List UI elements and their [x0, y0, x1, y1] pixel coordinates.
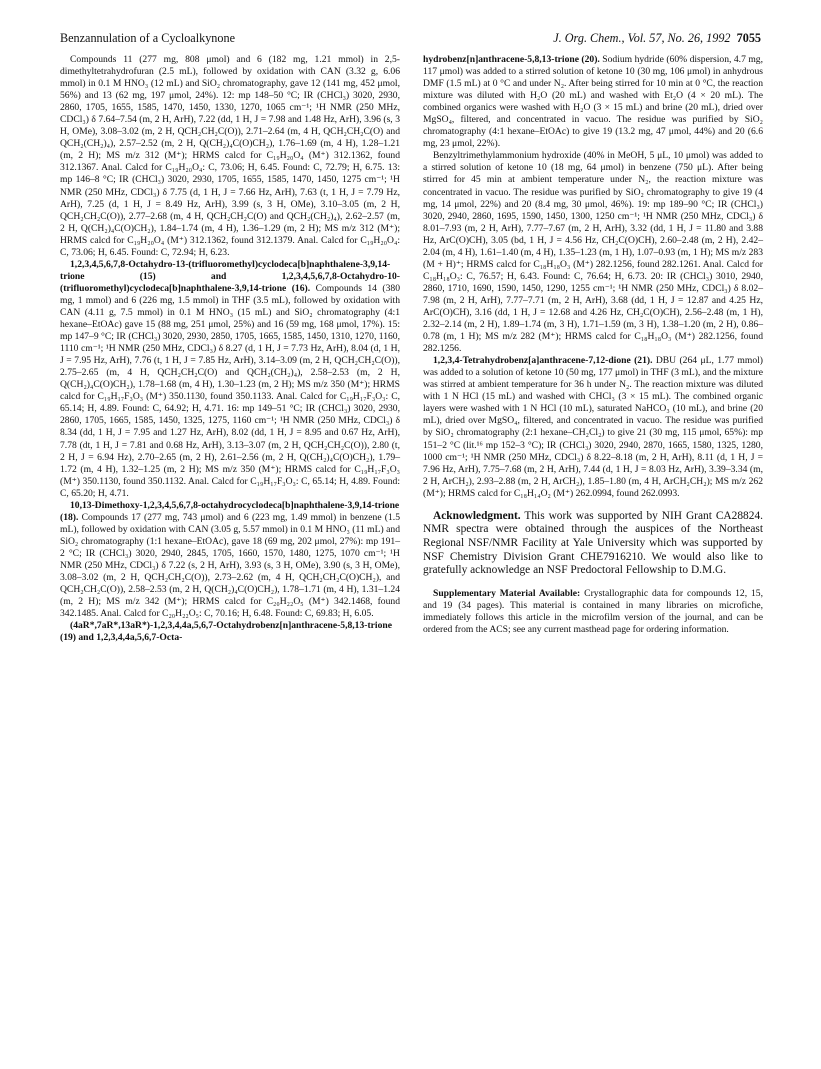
paragraph: [423, 54, 763, 150]
section-heading: 1,2,3,4-Tetrahydrobenz[a]anthracene-7,12-dione (21).: [433, 355, 653, 367]
paragraph-text: Compounds 14 (380 mg, 1 mmol) and 6 (226 mg, 1.5 mmol) in THF (3.5 mL), followed by oxidation with CAN (4.11 g, 7.5 mmol) in 0.1 M HNO₃ (15 mL) and SiO₂ chromatography (4:1 hexane–EtOAc) gave 15 (88 mg, 251 μmol, 25%) and 16 (59 mg, 168 μmol, 17%). 15: mp 147–9 °C; IR (CHCl₃) 3020, 2930, 2850, 1705, 1665, 1585, 1450, 1310, 1270, 1160, 1110 cm⁻¹; ¹H NMR (250 MHz, CDCl₃) δ 8.27 (d, 1 H, J = 7.73 Hz, ArH), 8.04 (d, 1 H, J = 7.95 Hz, ArH), 7.76 (t, 1 H, J = 7.85 Hz, ArH), 3.14–3.09 (m, 2 H, QCH₂CH₂C(O)), 2.75–2.65 (m, 4 H, QCH₂CH₂C(O) and QCH₂(CH₂)₄), 2.58–2.53 (m, 2 H, Q(CH₂)₄C(O)CH₂), 1.78–1.68 (m, 4 H), 1.30–1.23 (m, 2 H); MS m/z 350 (M⁺); HRMS calcd for C₁₉H₁₇F₃O₃ (M⁺) 350.1130, found 350.1133. Anal. Calcd for C₁₉H₁₇F₃O₃: C, 65.14; H, 4.89. Found: C, 64.92; H, 4.71. 16: mp 149–51 °C; IR (CHCl₃) 3020, 2930, 2860, 1705, 1665, 1585, 1450, 1325, 1275, 1160 cm⁻¹; ¹H NMR (250 MHz, CDCl₃) δ 8.34 (dd, 1 H, J = 7.95 and 1.27 Hz, ArH), 8.02 (dd, 1 H, J = 8.95 and 0.67 Hz, ArH), 7.78 (dt, 1 H, J = 7.81 and 0.68 Hz, ArH), 3.13–3.07 (m, 2 H, QCH₂CH₂C(O)), 2.80 (t, 2 H, J = 6.94 Hz), 2.70–2.65 (m, 2 H), 2.61–2.56 (m, 2 H, Q(CH₂)₄C(O)CH₂), 1.79–1.72 (m, 4 H), 1.32–1.25 (m, 2 H); MS m/z 350 (M⁺); HRMS calcd for C₁₉H₁₇F₃O₃ (M⁺) 350.1130, found 350.1132. Anal. Calcd for C₁₉H₁₇F₃O₃: C, 65.14; H, 4.89. Found: C, 65.20; H, 4.71.: [60, 282, 400, 499]
left-column: [60, 54, 400, 644]
section-heading: 1,2,3,4,5,6,7,8-Octahydro-13-(trifluoromethyl)cyclodeca[b]naphthalene-3,9,14-trione (15) and 1,2,3,4,5,6,7,8-Octahydro-10-(trifluoromethyl)cyclodeca[b]naphthalene-3,9,14-trione (16).: [60, 258, 400, 294]
paragraph: [423, 150, 763, 355]
journal-name: J. Org. Chem., Vol. 57, No. 26, 1992: [553, 31, 731, 45]
section-heading: hydrobenz[n]anthracene-5,8,13-trione (20).: [423, 54, 600, 65]
paragraph: [60, 54, 400, 259]
page-header: [60, 31, 761, 49]
paragraph-text: Compounds 11 (277 mg, 808 μmol) and 6 (182 mg, 1.21 mmol) in 2,5-dimethyltetrahydrofuran (2.5 mL), followed by oxidation with CAN (3.32 g, 6.06 mmol) in 0.1 M HNO₃ (12 mL) and SiO₂ chromatography, gave 12 (141 mg, 452 μmol, 56%) and 13 (62 mg, 197 μmol, 24%). 12: mp 148–50 °C; IR (CHCl₃) 3020, 2930, 2860, 1705, 1655, 1585, 1470, 1450, 1330, 1270, 1065 cm⁻¹; ¹H NMR (250 MHz, CDCl₃) δ 7.64–7.54 (m, 2 H, ArH), 7.22 (dd, 1 H, J = 7.98 and 1.48 Hz, ArH), 3.96 (s, 3 H, OMe), 3.08–3.02 (m, 2 H, QCH₂CH₂C(O)), 2.71–2.64 (m, 4 H, QCH₂CH₂C(O) and QCH₂(CH₂)₄), 2.57–2.52 (m, 2 H, Q(CH₂)₄C(O)CH₂), 1.76–1.69 (m, 4 H), 1.28–1.21 (m, 2 H); MS m/z 312 (M⁺); HRMS calcd for C₁₉H₂₀O₄ (M⁺) 312.1362, found 312.1367. Anal. Calcd for C₁₉H₂₀O₄: C, 73.06; H, 6.45. Found: C, 72.79; H, 6.75. 13: mp 146–8 °C; IR (CHCl₃) 3020, 2930, 1705, 1655, 1585, 1470, 1450, 1275 cm⁻¹; ¹H NMR (250 MHz, CDCl₃) δ 7.75 (d, 1 H, J = 7.66 Hz, ArH), 7.63 (t, 1 H, J = 7.79 Hz, ArH), 7.25 (d, 1 H, J = 8.49 Hz, ArH), 3.99 (s, 3 H, OMe), 3.10–3.05 (m, 2 H, QCH₂CH₂C(O)), 2.77–2.68 (m, 4 H, QCH₂CH₂C(O) and QCH₂(CH₂)₄), 2.62–2.57 (m, 2 H, Q(CH₂)₄C(O)CH₂), 1.84–1.74 (m, 4 H), 1.36–1.29 (m, 2 H); MS m/z 312 (M⁺); HRMS calcd for C₁₉H₂₀O₄ (M⁺) 312.1362, found 312.1379. Anal. Calcd for C₁₉H₂₀O₄: C, 73.06; H, 6.45. Found: C, 72.94; H, 6.23.: [60, 54, 400, 258]
paragraph: [60, 620, 400, 644]
section-heading: Acknowledgment.: [433, 509, 521, 522]
paragraph-text: Compounds 17 (277 mg, 743 μmol) and 6 (223 mg, 1.49 mmol) in benzene (1.5 mL), followed by oxidation with CAN (3.05 g, 5.57 mmol) in 0.1 M HNO₃ (11 mL) and SiO₂ chromatography (1:1 hexane–EtOAc), gave 18 (69 mg, 202 μmol, 27%): mp 191–2 °C; IR (CHCl₃) 3020, 2940, 2845, 1705, 1660, 1570, 1480, 1275, 1070 cm⁻¹; ¹H NMR (250 MHz, CDCl₃) δ 7.22 (s, 2 H, ArH), 3.93 (s, 3 H, OMe), 3.90 (s, 3 H, OMe), 3.08–3.02 (m, 2 H, QCH₂CH₂C(O)), 2.73–2.62 (m, 4 H, QCH₂CH₂C(O)CH₂), and QCH₂CH₂C(O)), 2.58–2.53 (m, 2 H, Q(CH₂)₄C(O)CH₂), 1.78–1.71 (m, 4 H), 1.31–1.24 (m, 2 H); MS m/z 342 (M⁺); HRMS calcd for C₂₀H₂₂O₅ (M⁺) 342.1468, found 342.1485. Anal. Calcd for C₂₀H₂₂O₅: C, 70.16; H, 6.48. Found: C, 69.83; H, 6.05.: [60, 511, 400, 620]
right-column: [423, 54, 763, 636]
section-heading: 10,13-Dimethoxy-1,2,3,4,5,6,7,8-octahydrocyclodeca[b]naphthalene-3,9,14-trione (18).: [60, 499, 400, 523]
paragraph: [423, 510, 763, 578]
paragraph: [423, 355, 763, 500]
paragraph-text: Benzyltrimethylammonium hydroxide (40% in MeOH, 5 μL, 10 μmol) was added to a stirred solution of ketone 10 (18 mg, 64 μmol) in benzene (750 μL). After being stirred for 45 min at ambient temperature under N₂, the reaction mixture was concentrated in vacuo. The residue was purified by SiO₂ chromatography to give 19 (4 mg, 14 μmol, 22%) and 20 (8.4 mg, 30 μmol, 46%). 19: mp 189–90 °C; IR (CHCl₃) 3020, 2940, 2860, 1695, 1590, 1450, 1300, 1250 cm⁻¹; ¹H NMR (250 MHz, CDCl₃) δ 8.01–7.93 (m, 2 H, ArH), 7.77–7.67 (m, 2 H, ArH), 3.32 (dd, 1 H, J = 11.80 and 3.88 Hz, ArC(O)CH), 3.05 (bd, 1 H, J = 4.56 Hz, CH₂C(O)CH), 2.60–2.48 (m, 2 H), 2.42–2.04 (m, 4 H), 1.61–1.40 (m, 4 H), 1.35–1.23 (m, 1 H), 1.07–0.93 (m, 1 H); MS m/z 283 (M + H)⁺; HRMS calcd for C₁₈H₁₈O₃ (M⁺) 282.1256, found 282.1261. Anal. Calcd for C₁₈H₁₈O₃: C, 76.57; H, 6.43. Found: C, 76.64; H, 6.73. 20: IR (CHCl₃) 3010, 2940, 2860, 1710, 1690, 1590, 1450, 1290, 1255 cm⁻¹; ¹H NMR (250 MHz, CDCl₃) δ 8.02–7.98 (m, 2 H, ArH), 7.77–7.71 (m, 2 H, ArH), 3.68 (dd, 1 H, J = 12.87 and 4.25 Hz, ArC(O)CH), 3.16 (dd, 1 H, J = 12.68 and 4.26 Hz, CH₂C(O)CH), 2.56–2.48 (m, 1 H), 2.32–2.14 (m, 2 H), 1.89–1.74 (m, 3 H), 1.71–1.59 (m, 3 H), 1.38–1.20 (m, 2 H), 0.86–0.78 (m, 1 H); MS m/z 282 (M⁺); HRMS calcd for C₁₈H₁₈O₃ (M⁺) 282.1256, found 282.1256.: [423, 150, 763, 355]
paragraph-text: Crystallographic data for compounds 12, 15, and 19 (34 pages). This material is contained in many libraries on microfiche, immediately follows this article in the microfilm version of the journal, and can be ordered from the ACS; see any current masthead page for ordering information.: [423, 587, 764, 635]
paragraph-text: This work was supported by NIH Grant CA28824. NMR spectra were obtained through the auspices of the Northeast Regional NSF/NMR Facility at Yale University which was supported by NSF Chemistry Division Grant CHE7916210. We would also like to gratefully acknowledge an NSF Predoctoral Fellowship to D.M.G.: [423, 509, 763, 577]
paragraph: [60, 500, 400, 620]
section-heading: Supplementary Material Available:: [433, 587, 581, 599]
page-number: 7055: [736, 31, 761, 45]
section-heading: (4aR*,7aR*,13aR*)-1,2,3,4,4a,5,6,7-Octahydrobenz[n]anthracene-5,8,13-trione (19) and 1,2,3,4,4a,5,6,7-Octa-: [60, 620, 392, 644]
paragraph-text: DBU (264 μL, 1.77 mmol) was added to a solution of ketone 10 (50 mg, 177 μmol) in THF (3 mL), and the mixture was stirred at ambient temperature for 36 h under N₂. The reaction mixture was diluted with 1 N HCl (15 mL) and washed with CHCl₃ (3 × 15 mL). The combined organic layers were washed with 1 N HCl (10 mL), saturated NaHCO₃ (10 mL), and brine (20 mL), dried over MgSO₄, filtered, and concentrated in vacuo. The residue was purified by SiO₂ chromatography (2:1 hexane–CH₂Cl₂) to give 21 (30 mg, 115 μmol, 65%): mp 151–2 °C (lit.¹⁶ mp 152–3 °C); IR (CHCl₃) 3020, 2940, 2870, 1665, 1580, 1325, 1280, 1000 cm⁻¹; ¹H NMR (250 MHz, CDCl₃) δ 8.22–8.18 (m, 2 H, ArH), 8.11 (d, 1 H, J = 7.96 Hz, ArH), 7.75–7.68 (m, 2 H, ArH), 7.44 (d, 1 H, J = 8.03 Hz, ArH), 3.39–3.34 (m, 2 H, ArCH₂), 2.93–2.88 (m, 2 H, ArCH₂), 1.85–1.80 (m, 4 H, ArCH₂CH₂); MS m/z 262 (M⁺); HRMS calcd for C₁₈H₁₄O₂ (M⁺) 262.0994, found 262.0993.: [423, 355, 763, 499]
paragraph: [60, 259, 400, 500]
running-title: Benzannulation of a Cycloalkynone: [60, 31, 235, 45]
journal-citation: [553, 31, 761, 46]
paragraph: [423, 588, 763, 636]
paragraph-text: Sodium hydride (60% dispersion, 4.7 mg, 117 μmol) was added to a stirred solution of ketone 10 (30 mg, 106 μmol) in anhydrous DMF (1.5 mL) at 0 °C and under N₂. After being stirred for 10 min at 0 °C, the reaction mixture was diluted with H₂O (20 mL) and washed with Et₂O (4 × 20 mL). The combined organics were washed with H₂O (3 × 15 mL) and brine (20 mL), dried over MgSO₄, filtered, and concentrated in vacuo. The residue was purified by SiO₂ chromatography (4:1 hexane–EtOAc) to give 19 (13.2 mg, 47 μmol, 44%) and 20 (6.6 mg, 23 μmol, 22%).: [423, 54, 763, 150]
